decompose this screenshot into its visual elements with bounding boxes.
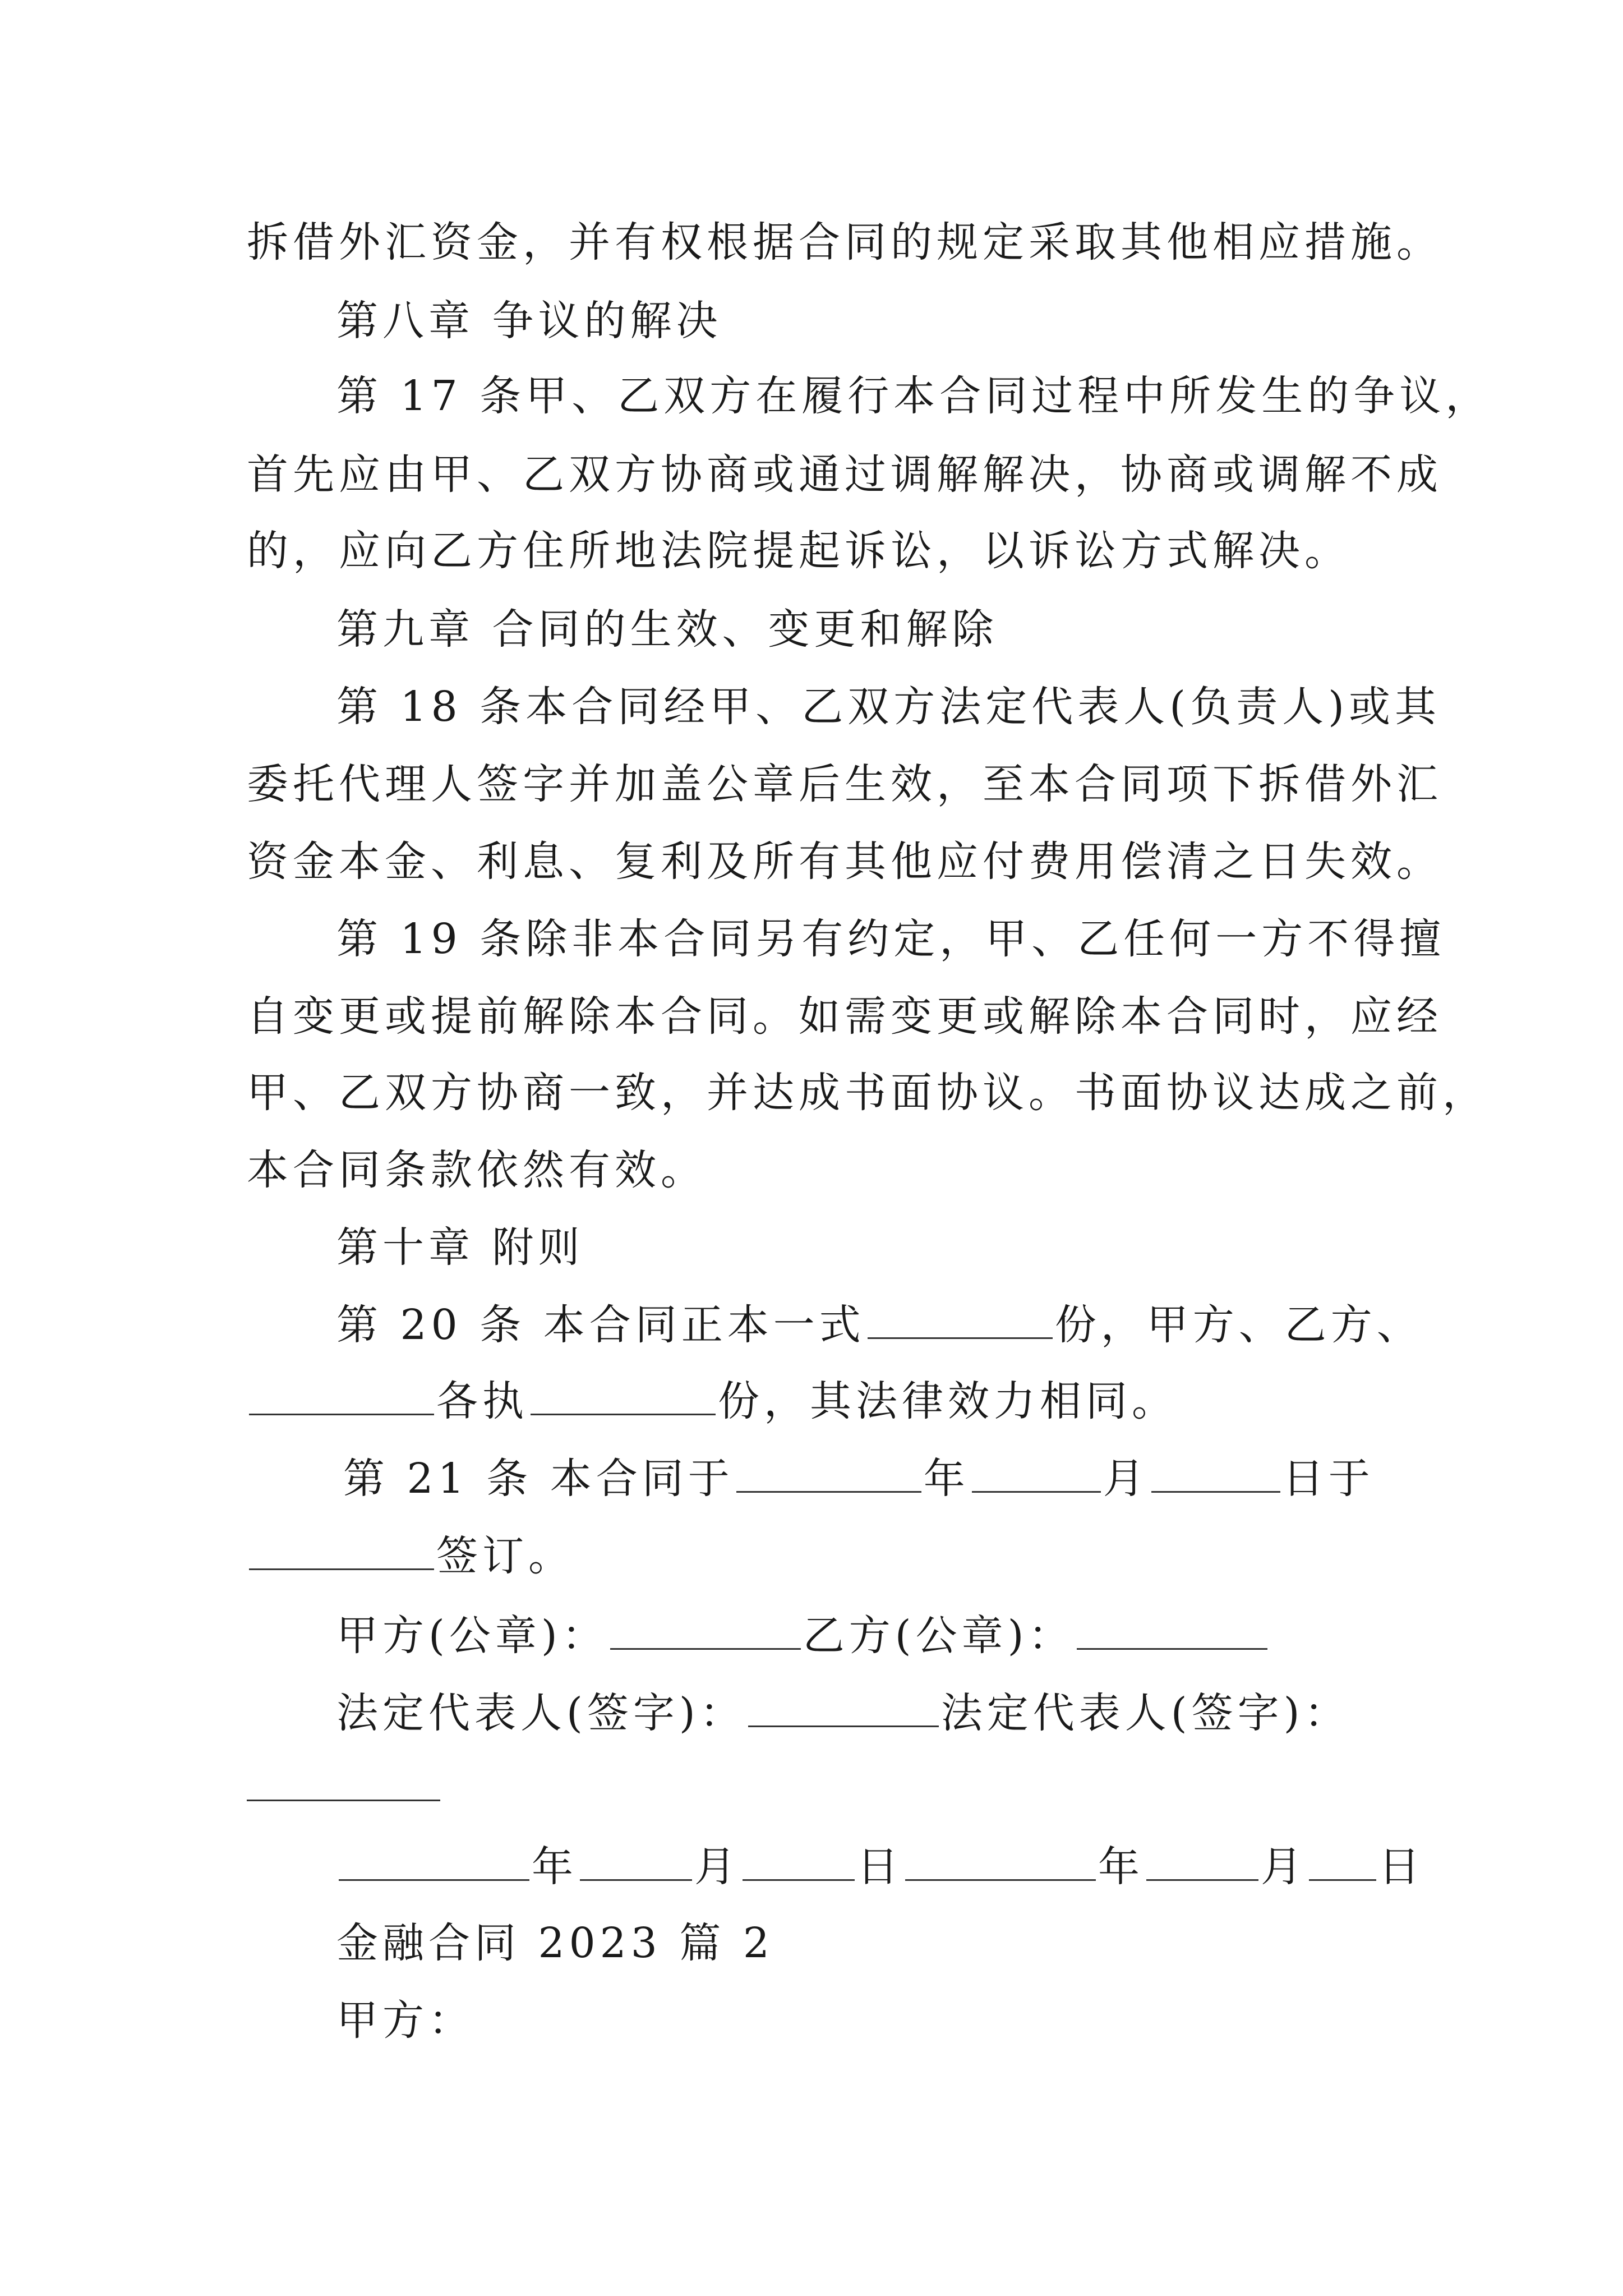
day-label: 日	[857, 1843, 903, 1891]
article-19-line: 自变更或提前解除本合同。如需变更或解除本合同时，应经	[247, 992, 1442, 1041]
article-21-text: 签订。	[436, 1532, 574, 1580]
paragraph-line: 拆借外汇资金，并有权根据合同的规定采取其他相应措施。	[247, 218, 1442, 266]
party-b-day-blank[interactable]	[1309, 1840, 1376, 1881]
article-20-text: 份，甲方、乙方、	[1054, 1301, 1423, 1349]
party-a-seal-blank[interactable]	[610, 1609, 801, 1650]
day-label: 日	[1378, 1843, 1424, 1891]
article-21-line	[343, 1451, 1375, 1507]
party-a-day-blank[interactable]	[743, 1840, 855, 1881]
article-19-line: 本合同条款依然有效。	[247, 1146, 707, 1194]
article-17-line: 的，应向乙方住所地法院提起诉讼，以诉讼方式解决。	[247, 527, 1350, 575]
copies-each-blank[interactable]	[531, 1374, 716, 1415]
legal-rep-b-blank[interactable]	[247, 1800, 440, 1801]
article-20-line	[247, 1373, 1178, 1429]
month-label: 月	[1103, 1455, 1149, 1503]
section-title: 金融合同 2023 篇 2	[336, 1919, 774, 1967]
article-21-line	[247, 1528, 574, 1584]
sign-year-blank[interactable]	[736, 1452, 921, 1493]
year-label: 年	[532, 1843, 578, 1891]
article-18-line: 第 18 条本合同经甲、乙双方法定代表人(负责人)或其	[336, 683, 1441, 731]
article-21-text: 第 21 条 本合同于	[343, 1455, 734, 1503]
article-20-line	[336, 1297, 1423, 1353]
day-label: 日于	[1282, 1455, 1375, 1503]
party-a-month-blank[interactable]	[580, 1840, 692, 1881]
party-a-seal-label: 甲方(公章)：	[336, 1612, 608, 1660]
party-a-year-blank[interactable]	[339, 1840, 529, 1881]
sign-place-blank[interactable]	[249, 1529, 434, 1570]
article-18-line: 委托代理人签字并加盖公章后生效，至本合同项下拆借外汇	[247, 760, 1442, 808]
sign-month-blank[interactable]	[972, 1452, 1101, 1493]
article-17-line: 首先应由甲、乙双方协商或通过调解解决，协商或调解不成	[247, 450, 1442, 499]
year-label: 年	[1098, 1843, 1144, 1891]
legal-rep-a-blank[interactable]	[748, 1686, 939, 1727]
chapter-heading-10: 第十章 附则	[336, 1223, 584, 1272]
month-label: 月	[1261, 1843, 1307, 1891]
article-20-text: 第 20 条 本合同正本一式	[336, 1301, 865, 1349]
article-20-text: 各执	[436, 1377, 528, 1425]
sign-day-blank[interactable]	[1151, 1452, 1280, 1493]
chapter-heading-9: 第九章 合同的生效、变更和解除	[336, 605, 998, 654]
seal-line	[336, 1608, 1270, 1664]
party-b-month-blank[interactable]	[1146, 1840, 1258, 1881]
article-19-line: 甲、乙双方协商一致，并达成书面协议。书面协议达成之前，	[247, 1069, 1488, 1117]
party-b-year-blank[interactable]	[905, 1840, 1096, 1881]
copies-count-blank[interactable]	[868, 1298, 1053, 1339]
article-18-line: 资金本金、利息、复利及所有其他应付费用偿清之日失效。	[247, 838, 1442, 886]
party-a-label: 甲方：	[336, 1996, 474, 2045]
legal-rep-line	[336, 1685, 1350, 1741]
legal-rep-a-label: 法定代表人(签字)：	[336, 1689, 746, 1737]
article-20-text: 份，其法律效力相同。	[718, 1377, 1178, 1425]
party-b-seal-blank[interactable]	[1077, 1609, 1267, 1650]
chapter-heading-8: 第八章 争议的解决	[336, 297, 722, 345]
party-b-seal-label: 乙方(公章)：	[803, 1612, 1075, 1660]
holder-blank[interactable]	[249, 1374, 434, 1415]
month-label: 月	[694, 1843, 740, 1891]
year-label: 年	[923, 1455, 970, 1503]
signature-date-line	[336, 1839, 1424, 1895]
article-19-line: 第 19 条除非本合同另有约定，甲、乙任何一方不得擅	[336, 915, 1446, 963]
article-17-line: 第 17 条甲、乙双方在履行本合同过程中所发生的争议，	[336, 372, 1492, 420]
legal-rep-b-label: 法定代表人(签字)：	[940, 1689, 1350, 1737]
